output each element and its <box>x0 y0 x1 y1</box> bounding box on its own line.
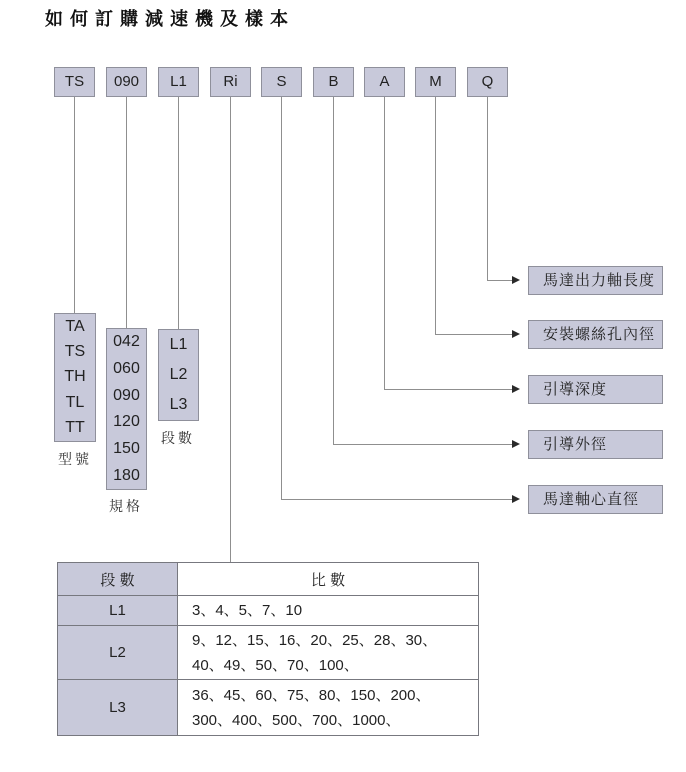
code-box-ts: TS <box>54 67 95 97</box>
stage-cell-l1: L1 <box>58 596 178 626</box>
model-option: TT <box>65 419 85 437</box>
arrow-right-icon <box>512 330 520 338</box>
connector-b-line <box>333 97 334 444</box>
connector-ts-line <box>74 97 75 313</box>
ratio-line: 9、12、15、16、20、25、28、30、 <box>192 631 438 649</box>
elbow-m-line <box>435 334 512 335</box>
stage-options-box <box>158 329 199 421</box>
stage-header-cell: 段 數 <box>58 563 178 596</box>
spec-box-label: 規格 <box>109 498 143 514</box>
table-row <box>58 596 479 626</box>
code-box-a: A <box>364 67 405 97</box>
ratio-line: 36、45、60、75、80、150、200、 <box>192 686 431 704</box>
callout-motor-output-shaft-length: 馬達出力軸長度 <box>528 266 663 295</box>
model-option: TH <box>64 368 86 386</box>
spec-option: 180 <box>113 466 140 484</box>
connector-ri-line <box>230 97 231 562</box>
model-options-box <box>54 313 96 442</box>
ratio-line: 300、400、500、700、1000、 <box>192 711 401 729</box>
arrow-right-icon <box>512 495 520 503</box>
code-box-m: M <box>415 67 456 97</box>
ratio-cell-l2 <box>178 626 479 680</box>
stage-option: L2 <box>169 366 188 383</box>
code-box-ri: Ri <box>210 67 251 97</box>
arrow-right-icon <box>512 276 520 284</box>
connector-m-line <box>435 97 436 334</box>
connector-stage-line <box>178 97 179 329</box>
spec-option: 042 <box>113 333 140 351</box>
ratio-header-cell: 比 數 <box>178 563 479 596</box>
spec-options-box <box>106 328 147 490</box>
callout-mounting-screw-hole-inner-diameter: 安裝螺絲孔內徑 <box>528 320 663 349</box>
connector-a-line <box>384 97 385 389</box>
ratio-line: 3、4、5、7、10 <box>192 602 303 619</box>
callout-pilot-outer-diameter: 引導外徑 <box>528 430 663 459</box>
connector-spec-line <box>126 97 127 328</box>
callout-pilot-depth: 引導深度 <box>528 375 663 404</box>
spec-option: 150 <box>113 439 140 457</box>
spec-option: 060 <box>113 359 140 377</box>
code-box-090: 090 <box>106 67 147 97</box>
connector-q-line <box>487 97 488 280</box>
page-title: 如何訂購減速機及樣本 <box>45 9 295 29</box>
connector-s-line <box>281 97 282 499</box>
elbow-q-line <box>487 280 512 281</box>
table-row <box>58 680 479 736</box>
arrow-right-icon <box>512 385 520 393</box>
ratio-cell-l1 <box>178 596 479 626</box>
callout-motor-shaft-diameter: 馬達軸心直徑 <box>528 485 663 514</box>
stage-cell-l3: L3 <box>58 680 178 736</box>
code-box-q: Q <box>467 67 508 97</box>
model-box-label: 型號 <box>58 451 92 467</box>
model-option: TL <box>65 393 85 411</box>
stage-option: L3 <box>169 396 188 413</box>
elbow-b-line <box>333 444 512 445</box>
model-option: TS <box>64 343 86 361</box>
arrow-right-icon <box>512 440 520 448</box>
spec-option: 120 <box>113 413 140 431</box>
stage-cell-l2: L2 <box>58 626 178 680</box>
code-box-s: S <box>261 67 302 97</box>
ratio-cell-l3 <box>178 680 479 736</box>
spec-option: 090 <box>113 386 140 404</box>
model-option: TA <box>65 317 85 335</box>
stage-ratio-table <box>57 562 479 736</box>
stage-option: L1 <box>169 336 188 353</box>
stage-box-label: 段數 <box>161 430 195 446</box>
table-header-row <box>58 563 479 596</box>
code-box-l1: L1 <box>158 67 199 97</box>
elbow-s-line <box>281 499 512 500</box>
ratio-line: 40、49、50、70、100、 <box>192 656 359 674</box>
elbow-a-line <box>384 389 512 390</box>
table-row <box>58 626 479 680</box>
code-box-b: B <box>313 67 354 97</box>
